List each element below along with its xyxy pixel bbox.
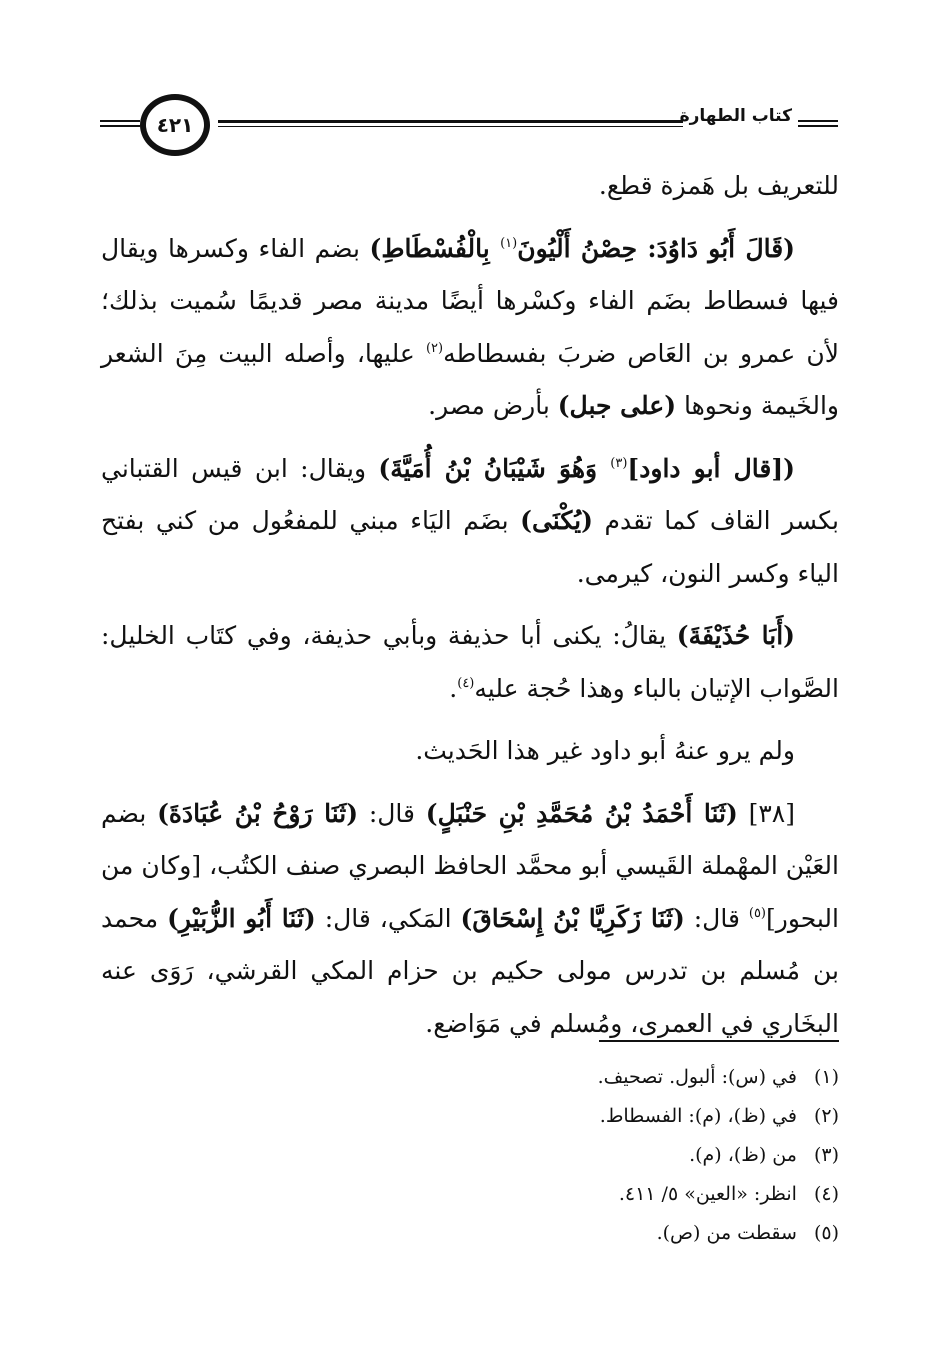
header-rule-middle bbox=[218, 120, 683, 127]
text-run: ويقال: ابن قيس القتباني بكسر القاف كما تقدم bbox=[101, 453, 839, 535]
footnote-text: في (ظ)، (م): الفسطاط. bbox=[599, 1105, 797, 1127]
text-run: عليها، وأصله البيت مِنَ الشعر والخَيمة ونحوها bbox=[101, 338, 839, 420]
footnote-marker: (٢) bbox=[425, 340, 444, 356]
page-header bbox=[100, 92, 838, 162]
footnote-number: (١) bbox=[813, 1066, 839, 1088]
text-run: قال: bbox=[684, 903, 749, 933]
footnote-number: (٢) bbox=[813, 1105, 839, 1127]
page-number: ٤٢١ bbox=[140, 94, 210, 156]
text-run: قال: bbox=[358, 798, 426, 828]
paragraph-3 bbox=[101, 443, 839, 601]
paragraph-1 bbox=[101, 160, 839, 213]
main-text bbox=[101, 160, 839, 1060]
footnote-3 bbox=[101, 1136, 839, 1175]
footnote-number: (٤) bbox=[813, 1183, 839, 1205]
footnote-marker: (٥) bbox=[748, 905, 766, 921]
footnote-marker: (١) bbox=[500, 235, 518, 251]
bold-phrase: (على جبل) bbox=[557, 391, 677, 420]
text-run: بأرض مصر. bbox=[428, 391, 558, 420]
text-run: محمد بن مُسلم بن تدرس مولى حكيم بن حزام المكي القرشي، رَوَى عنه البخَاري في العمرى، ومُسلم في مَوَاضع. bbox=[101, 903, 839, 1038]
bold-phrase: ([قال أبو داود] bbox=[627, 453, 795, 483]
bold-phrase: (قَالَ أَبُو دَاوُدَ: حِصْنُ أَلْيُونَ bbox=[517, 233, 795, 263]
text-run: بضم الفاء وكسرها ويقال فيها فسطاط بضَم الفاء وكسْرها أيضًا مدينة مصر قديمًا سُميت بذلك؛ لأن عمرو بن العَاص ضربَ بفسطاطه bbox=[101, 233, 839, 368]
bold-phrase: (ثَنَا أَحْمَدُ بْنُ مُحَمَّدِ بْنِ حَنْبَلٍ) bbox=[425, 798, 738, 828]
bold-phrase: (ثَنَا رَوْحُ بْنُ عُبَادَةَ) bbox=[157, 798, 359, 828]
bold-phrase: (ثَنَا زَكَرِيَّا بْنُ إِسْحَاقَ) bbox=[460, 903, 685, 933]
footnote-marker: (٣) bbox=[610, 455, 628, 471]
footnote-divider bbox=[599, 1040, 839, 1042]
footnote-text: انظر: «العين» ٥/ ٤١١. bbox=[618, 1183, 797, 1205]
footnote-text: من (ظ)، (م). bbox=[689, 1144, 797, 1166]
text-run: [٣٨] bbox=[737, 798, 795, 828]
bold-phrase: (أَبَا حُذَيْفَةَ) bbox=[676, 621, 795, 650]
text-run: يقالُ: يكنى أبا حذيفة وبأبي حذيفة، وفي كتَاب الخليل: الصَّواب الإتيان بالباء وهذا حُجة عليه bbox=[101, 621, 839, 703]
paragraph-5 bbox=[101, 725, 839, 778]
footnote-1 bbox=[101, 1058, 839, 1097]
text-run: ولم يرو عنهُ أبو داود غير هذا الحَديث. bbox=[415, 736, 795, 765]
paragraph-6 bbox=[101, 788, 839, 1051]
bold-phrase: وَهُوَ شَيْبَانُ بْنُ أُمَيَّةَ) bbox=[378, 453, 611, 483]
bold-phrase: بِالْفُسْطَاطِ) bbox=[369, 233, 501, 263]
header-rule-right bbox=[798, 120, 838, 127]
footnote-4 bbox=[101, 1175, 839, 1214]
footnote-text: في (س): ألبول. تصحيف. bbox=[597, 1066, 797, 1088]
text-run: بضم العَيْن المهْملة القَيسي أبو محمَّد الحافظ البصري صنف الكتُب، [وكان من البحور] bbox=[101, 798, 839, 933]
bold-phrase: (يُكْنَى) bbox=[520, 506, 593, 535]
paragraph-4 bbox=[101, 610, 839, 715]
footnote-2 bbox=[101, 1097, 839, 1136]
paragraph-2 bbox=[101, 223, 839, 433]
footnote-number: (٥) bbox=[813, 1222, 839, 1244]
footnote-text: سقطت من (ص). bbox=[656, 1222, 797, 1244]
footnotes bbox=[101, 1058, 839, 1253]
bold-phrase: (ثَنَا أَبُو الزُّبَيْرِ) bbox=[167, 903, 316, 933]
header-rule-left bbox=[100, 120, 140, 127]
footnote-number: (٣) bbox=[813, 1144, 839, 1166]
footnote-5 bbox=[101, 1214, 839, 1253]
text-run: . bbox=[449, 673, 458, 703]
footnote-marker: (٤) bbox=[457, 675, 475, 691]
text-run: المَكي، قال: bbox=[315, 903, 461, 933]
running-title: كتاب الطهارة bbox=[679, 106, 792, 126]
text-run: بضَم اليَاء مبني للمفعُول من كني بفتح الياء وكسر النون، كيرمى. bbox=[101, 506, 839, 588]
text-run: للتعريف بل هَمزة قطع. bbox=[598, 171, 839, 200]
